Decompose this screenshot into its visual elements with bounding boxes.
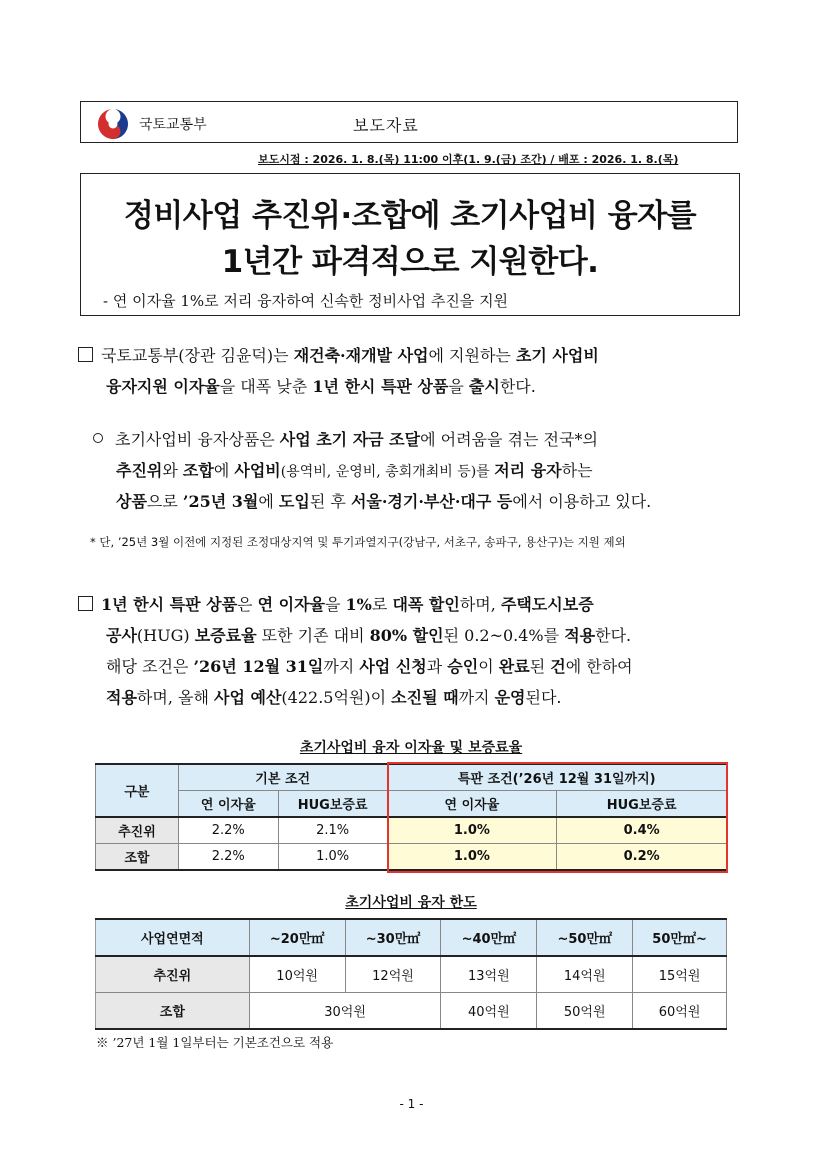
basic-rate-header: 연 이자율 xyxy=(178,791,278,818)
table-header: ~50만㎡ xyxy=(537,919,633,956)
table-cell: 2.2% xyxy=(178,817,278,844)
paragraph-1-line-2: 융자지원 이자율을 대폭 낮춘 1년 한시 특판 상품을 출시한다. xyxy=(106,377,536,396)
headline-line1: 정비사업 추진위·조합에 초기사업비 융자를 xyxy=(123,198,697,234)
table-cell: 1.0% xyxy=(387,817,557,844)
table-row xyxy=(96,993,727,1030)
table-cell: 12억원 xyxy=(345,956,441,993)
table-cell: 0.4% xyxy=(557,817,727,844)
footnote-2027: ※ ’27년 1월 1일부터는 기본조건으로 적용 xyxy=(96,1035,334,1050)
basic-condition-header: 기본 조건 xyxy=(178,764,387,791)
document-type: 보도자료 xyxy=(353,116,419,135)
box-bullet-icon xyxy=(78,596,93,611)
table1-title: 초기사업비 융자 이자율 및 보증료율 xyxy=(299,740,523,756)
paragraph-1-line-1: 국토교통부(장관 김윤덕)는 재건축·재개발 사업에 지원하는 초기 사업비 xyxy=(78,340,599,371)
row-label: 조합 xyxy=(96,993,250,1030)
special-condition-header: 특판 조건(’26년 12월 31일까지) xyxy=(387,764,726,791)
table-cell: 1.0% xyxy=(387,844,557,871)
ministry-name: 국토교통부 xyxy=(139,117,207,133)
table-cell: 40억원 xyxy=(441,993,537,1030)
subtitle: - 연 이자율 1%로 저리 융자하여 신속한 정비사업 추진을 지원 xyxy=(103,292,509,310)
paragraph-3-line-1: 1년 한시 특판 상품은 연 이자율을 1%로 대폭 할인하며, 주택도시보증 xyxy=(78,589,594,620)
table-row xyxy=(96,956,727,993)
table-cell: 10억원 xyxy=(249,956,345,993)
table-cell: 14억원 xyxy=(537,956,633,993)
paragraph-2-line-2: 추진위와 조합에 사업비(용역비, 운영비, 총회개최비 등)를 저리 융자하는 xyxy=(116,461,593,480)
table-cell: 2.2% xyxy=(178,844,278,871)
row-label: 추진위 xyxy=(96,817,179,844)
table-cell: 13억원 xyxy=(441,956,537,993)
footnote-exclusion: * 단, ’25년 3월 이전에 지정된 조정대상지역 및 투기과열지구(강남구, 서초구, 송파구, 용산구)는 지원 제외 xyxy=(90,535,626,549)
table-cell: 30억원 xyxy=(249,993,441,1030)
table-header: ~30만㎡ xyxy=(345,919,441,956)
row-label: 추진위 xyxy=(96,956,250,993)
loan-limit-table xyxy=(95,918,727,1030)
table-cell: 60억원 xyxy=(633,993,727,1030)
special-fee-header: HUG보증료 xyxy=(557,791,727,818)
government-logo-icon xyxy=(97,108,129,140)
page-number: - 1 - xyxy=(399,1097,424,1111)
table-cell: 0.2% xyxy=(557,844,727,871)
table2-title: 초기사업비 융자 한도 xyxy=(345,895,477,911)
group-header: 구분 xyxy=(96,764,179,817)
special-highlight-box xyxy=(387,762,728,873)
special-rate-header: 연 이자율 xyxy=(387,791,557,818)
box-bullet-icon xyxy=(78,347,93,362)
release-info: 보도시점 : 2026. 1. 8.(목) 11:00 이후(1. 9.(금) 조간) / 배포 : 2026. 1. 8.(목) xyxy=(258,153,679,166)
paragraph-3-line-3: 해당 조건은 ’26년 12월 31일까지 사업 신청과 승인이 완료된 건에 한하여 xyxy=(106,657,633,676)
paragraph-3-line-2: 공사(HUG) 보증료율 또한 기존 대비 80% 할인된 0.2~0.4%를 적용한다. xyxy=(106,626,632,645)
headline-line2: 1년간 파격적으로 지원한다. xyxy=(221,244,599,280)
table-cell: 50억원 xyxy=(537,993,633,1030)
paragraph-2-line-3: 상품으로 ’25년 3월에 도입된 후 서울·경기·부산·대구 등에서 이용하고 있다. xyxy=(116,492,652,511)
table-cell: 1.0% xyxy=(278,844,387,871)
table-cell: 15억원 xyxy=(633,956,727,993)
table-header: 사업연면적 xyxy=(96,919,250,956)
circle-bullet-icon xyxy=(93,433,103,443)
row-label: 조합 xyxy=(96,844,179,871)
paragraph-2-line-1: 초기사업비 융자상품은 사업 초기 자금 조달에 어려움을 겪는 전국*의 xyxy=(93,424,598,455)
table-header: 50만㎡~ xyxy=(633,919,727,956)
paragraph-3-line-4: 적용하며, 올해 사업 예산(422.5억원)이 소진될 때까지 운영된다. xyxy=(106,688,562,707)
table-header: ~20만㎡ xyxy=(249,919,345,956)
table-cell: 2.1% xyxy=(278,817,387,844)
basic-fee-header: HUG보증료 xyxy=(278,791,387,818)
table-header: ~40만㎡ xyxy=(441,919,537,956)
